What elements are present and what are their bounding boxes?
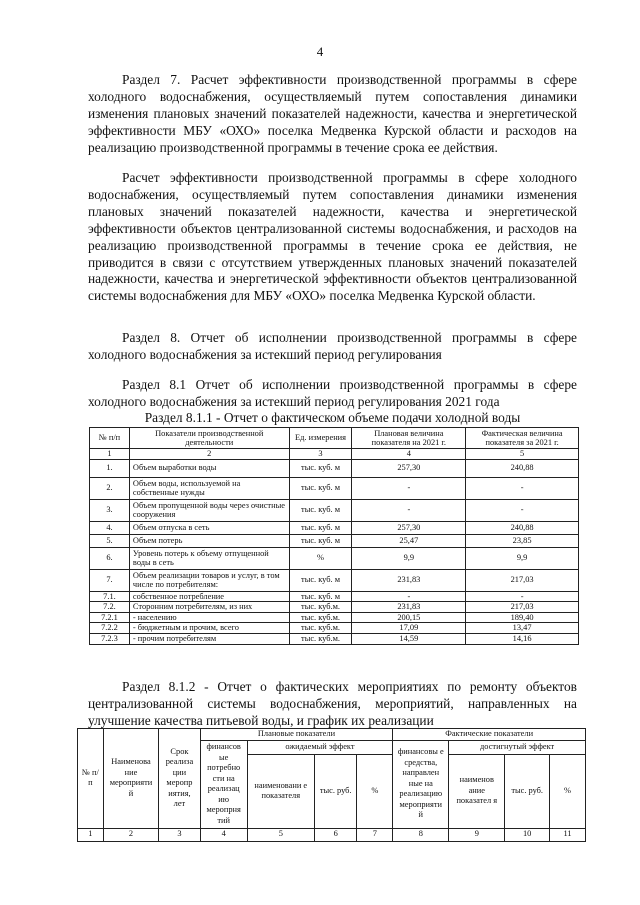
row-unit: тыс. куб. м [289,521,352,534]
row-index: 2. [90,477,130,499]
row-index: 3. [90,499,130,521]
column-number-row [90,449,579,460]
column-number-cell: 7 [357,828,393,841]
row-index: 7. [90,569,130,591]
section-8-heading: Раздел 8. Отчет об исполнении производственной программы в сфере холодного водоснабжения за истекший период регулирования [88,330,577,362]
row-indicator: Объем воды, используемой на собственные нужды [129,477,289,499]
table-row [90,521,579,534]
table-row [90,459,579,477]
section-7-body: Расчет эффективности производственной программы в сфере холодного водоснабжения, осуществляемый путем сопоставления динамики изменения плановых значений показателей надежности, качества и энергетической эффективности объектов централизованной системы водоснабжения, и расходов на реализацию производственной программы в течение срока ее действия, не приводится в связи с отсутствием утвержденных плановых значений показателей надежности, качества и энергетической эффективности объектов централизованной системы водоснабжения для МБУ «ОХО» поселка Медвенка Курской области. [88,170,577,304]
row-fact-value: 13,47 [466,623,579,634]
row-fact-value: 240,88 [466,521,579,534]
column-number-cell: 4 [352,449,466,460]
th-plan-fin: финансов ые потребно сти на реализац ию меропрня тий [200,740,247,828]
row-unit: тыс. куб. м [289,459,352,477]
table-row [90,499,579,521]
row-unit: тыс. куб.м. [289,612,352,623]
row-indicator: собственное потребление [129,591,289,602]
row-unit: тыс. куб.м. [289,602,352,613]
row-unit: тыс. куб. м [289,499,352,521]
column-number-cell: 9 [449,828,505,841]
table-header-cell: Показатели производственной деятельности [129,428,289,449]
column-number-cell: 1 [78,828,104,841]
row-index: 1. [90,459,130,477]
row-indicator: - населению [129,612,289,623]
row-unit: % [289,547,352,569]
column-number-cell: 5 [247,828,314,841]
row-unit: тыс. куб. м [289,534,352,547]
th-fact-eff: достигнутый эффект [449,740,586,754]
row-index: 7.2.1 [90,612,130,623]
table-row [90,633,579,644]
column-number-cell: 2 [103,828,158,841]
th-plan-eff: ожидаемый эффект [247,740,393,754]
column-number-cell: 4 [200,828,247,841]
row-indicator: Объем отпуска в сеть [129,521,289,534]
table-row [90,534,579,547]
row-indicator: - бюджетным и прочим, всего [129,623,289,634]
column-number-cell: 8 [393,828,449,841]
table-header-cell: Ед. измерения [289,428,352,449]
row-unit: тыс. куб. м [289,591,352,602]
row-fact-value: - [466,499,579,521]
row-plan-value: 25,47 [352,534,466,547]
section-8-1-1-heading: Раздел 8.1.1 - Отчет о фактическом объеме подачи холодной воды [144,410,521,425]
row-index: 6. [90,547,130,569]
th-fact-eff-val: тыс. руб. [505,754,550,828]
th-fact-eff-name: наименов ание показател я [449,754,505,828]
table-row [90,569,579,591]
row-plan-value: 17,09 [352,623,466,634]
row-fact-value: 217,03 [466,602,579,613]
column-number-cell: 3 [289,449,352,460]
row-indicator: Уровень потерь к объему отпущенной воды в сеть [129,547,289,569]
table-row [90,612,579,623]
row-plan-value: - [352,499,466,521]
column-number-row [78,828,586,841]
row-plan-value: - [352,591,466,602]
row-index: 7.2.3 [90,633,130,644]
table-header-row [90,428,579,449]
column-number-cell: 11 [550,828,586,841]
table-header-cell: Фактическая величина показателя за 2021 г. [466,428,579,449]
row-plan-value: 9,9 [352,547,466,569]
th-fact-fin: финансовы е средства, направлен ные на реализацию мероприяти й [393,740,449,828]
row-indicator: - прочим потребителям [129,633,289,644]
row-plan-value: 231,83 [352,569,466,591]
row-indicator: Объем реализации товаров и услуг, в том числе по потребителям: [129,569,289,591]
row-plan-value: 200,15 [352,612,466,623]
row-indicator: Объем пропущенной воды через очистные сооружения [129,499,289,521]
section-8-1-heading: Раздел 8.1 Отчет об исполнении производственной программы в сфере холодного водоснабжения за истекший период регулирования 2021 года [88,377,577,409]
section-7-heading: Раздел 7. Расчет эффективности производственной программы в сфере холодного водоснабжения, осуществляемый путем сопоставления динамики изменения плановых значений показателей надежности, качества и энергетической эффективности МБУ «ОХО» поселка Медвенка Курской области и расходов на реализацию производственной программы в течение срока ее действия. [88,72,577,155]
row-index: 4. [90,521,130,534]
row-plan-value: - [352,477,466,499]
th-plan-eff-name: наименовани е показателя [247,754,314,828]
page-number: 4 [316,44,324,59]
row-unit: тыс. куб.м. [289,633,352,644]
th-name: Наименова ние мероприяти й [103,729,158,829]
measures-table [77,728,586,842]
table-row [90,623,579,634]
table-header-cell: № п/п [90,428,130,449]
th-fact-eff-pct: % [550,754,586,828]
row-plan-value: 257,30 [352,459,466,477]
row-index: 7.1. [90,591,130,602]
th-num: № п/п [78,729,104,829]
th-plan-eff-pct: % [357,754,393,828]
row-plan-value: 257,30 [352,521,466,534]
column-number-cell: 1 [90,449,130,460]
row-fact-value: 217,03 [466,569,579,591]
row-index: 7.2.2 [90,623,130,634]
column-number-cell: 6 [314,828,357,841]
column-number-cell: 5 [466,449,579,460]
row-unit: тыс. куб.м. [289,623,352,634]
row-unit: тыс. куб. м [289,569,352,591]
row-fact-value: 14,16 [466,633,579,644]
row-plan-value: 14,59 [352,633,466,644]
row-fact-value: - [466,591,579,602]
column-number-cell: 3 [159,828,200,841]
row-plan-value: 231,83 [352,602,466,613]
row-fact-value: 240,88 [466,459,579,477]
th-plan: Плановые показатели [200,729,393,741]
row-fact-value: - [466,477,579,499]
section-8-1-2-heading: Раздел 8.1.2 - Отчет о фактических мероприятиях по ремонту объектов централизованной системы водоснабжения, мероприятий, направленных на улучшение качества питьевой воды, и график их реализации [88,679,577,728]
column-number-cell: 10 [505,828,550,841]
row-fact-value: 23,85 [466,534,579,547]
volume-table [89,427,579,645]
row-unit: тыс. куб. м [289,477,352,499]
row-fact-value: 9,9 [466,547,579,569]
row-index: 5. [90,534,130,547]
table-header-cell: Плановая величина показателя на 2021 г. [352,428,466,449]
th-fact: Фактические показатели [393,729,586,741]
table-row [90,591,579,602]
row-indicator: Объем выработки воды [129,459,289,477]
column-number-cell: 2 [129,449,289,460]
table-row [90,602,579,613]
row-index: 7.2. [90,602,130,613]
th-plan-eff-val: тыс. руб. [314,754,357,828]
row-indicator: Объем потерь [129,534,289,547]
table-row [90,477,579,499]
table-row [90,547,579,569]
th-term: Срок реализа ции меропр иятия, лет [159,729,200,829]
row-indicator: Сторонним потребителям, из них [129,602,289,613]
row-fact-value: 189,40 [466,612,579,623]
